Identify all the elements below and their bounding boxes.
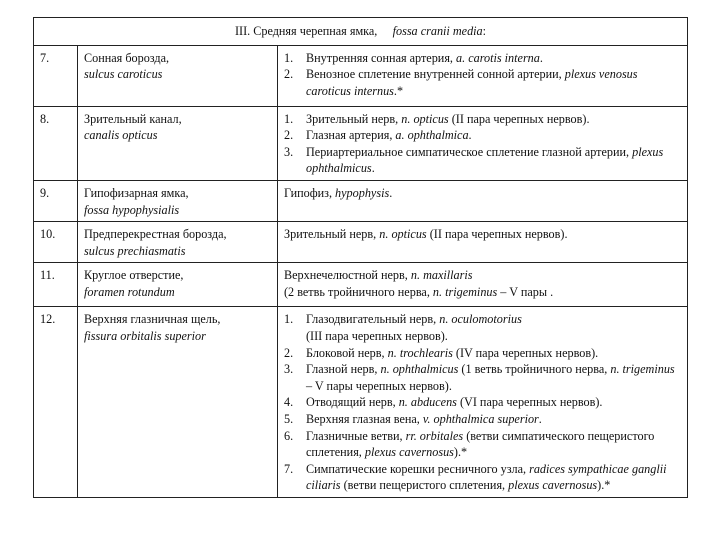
structure-name: Зрительный канал, canalis opticus <box>78 106 278 180</box>
list-item: 2. Венозное сплетение внутренней сонной артерии, plexus venosus caroticus internus.* <box>284 67 638 98</box>
list-item: 3. Глазной нерв, n. ophthalmicus (1 ветвь тройничного нерва, n. trigeminus – V пары черепных нервов). <box>284 362 675 393</box>
table-row <box>34 307 688 498</box>
section-title: III. Средняя черепная ямка, fossa cranii media: <box>34 18 688 46</box>
structure-name: Гипофизарная ямка, fossa hypophysialis <box>78 180 278 221</box>
table-header-row <box>34 18 688 46</box>
table-row <box>34 222 688 263</box>
contents-cell <box>278 45 688 106</box>
table-row <box>34 106 688 180</box>
structure-name: Предперекрестная борозда, sulcus prechiasmatis <box>78 222 278 263</box>
row-number: 11. <box>34 263 78 307</box>
list-item: 5. Верхняя глазная вена, v. ophthalmica superior. <box>284 411 542 426</box>
structure-name: Верхняя глазничная щель, fissura orbitalis superior <box>78 307 278 498</box>
list-item: 1. Глазодвигательный нерв, n. oculomotorius (III пара черепных нервов). <box>284 312 522 343</box>
section-title-ru: III. Средняя черепная ямка, <box>234 24 378 38</box>
list-item: 1. Зрительный нерв, n. opticus (II пара черепных нервов). <box>284 111 590 126</box>
structure-name: Круглое отверстие, foramen rotundum <box>78 263 278 307</box>
table-row <box>34 45 688 106</box>
list-item: 2. Блоковой нерв, n. trochlearis (IV пара черепных нервов). <box>284 345 599 360</box>
contents-cell: Гипофиз, hypophysis. <box>278 180 688 221</box>
row-number: 10. <box>34 222 78 263</box>
list-item: 6. Глазничные ветви, rr. orbitales (ветви симпатического пещеристого сплетения, plexus cavernosus).* <box>284 428 655 460</box>
contents-cell: Верхнечелюстной нерв, n. maxillaris (2 ветвь тройничного нерва, n. trigeminus – V пары . <box>278 263 688 307</box>
structure-name: Сонная борозда, sulcus caroticus <box>78 45 278 106</box>
table-row <box>34 180 688 221</box>
section-title-latin: fossa cranii media <box>392 24 483 38</box>
anatomy-table <box>33 17 688 498</box>
list-item: 1. Внутренняя сонная артерия, a. carotis interna. <box>284 50 543 65</box>
row-number: 9. <box>34 180 78 221</box>
row-number: 8. <box>34 106 78 180</box>
list-item: 7. Симпатические корешки ресничного узла, radices sympathicae ganglii ciliaris (ветви пещеристого сплетения, plexus cavernosus).* <box>284 461 667 493</box>
contents-cell <box>278 307 688 498</box>
table-row <box>34 263 688 307</box>
list-item: 3. Периартериальное симпатическое сплетение глазной артерии, plexus ophthalmicus. <box>284 144 664 176</box>
list-item: 2. Глазная артерия, a. ophthalmica. <box>284 128 472 143</box>
row-number: 12. <box>34 307 78 498</box>
contents-cell <box>278 106 688 180</box>
list-item: 4. Отводящий нерв, n. abducens (VI пара черепных нервов). <box>284 395 603 410</box>
row-number: 7. <box>34 45 78 106</box>
contents-cell: Зрительный нерв, n. opticus (II пара черепных нервов). <box>278 222 688 263</box>
